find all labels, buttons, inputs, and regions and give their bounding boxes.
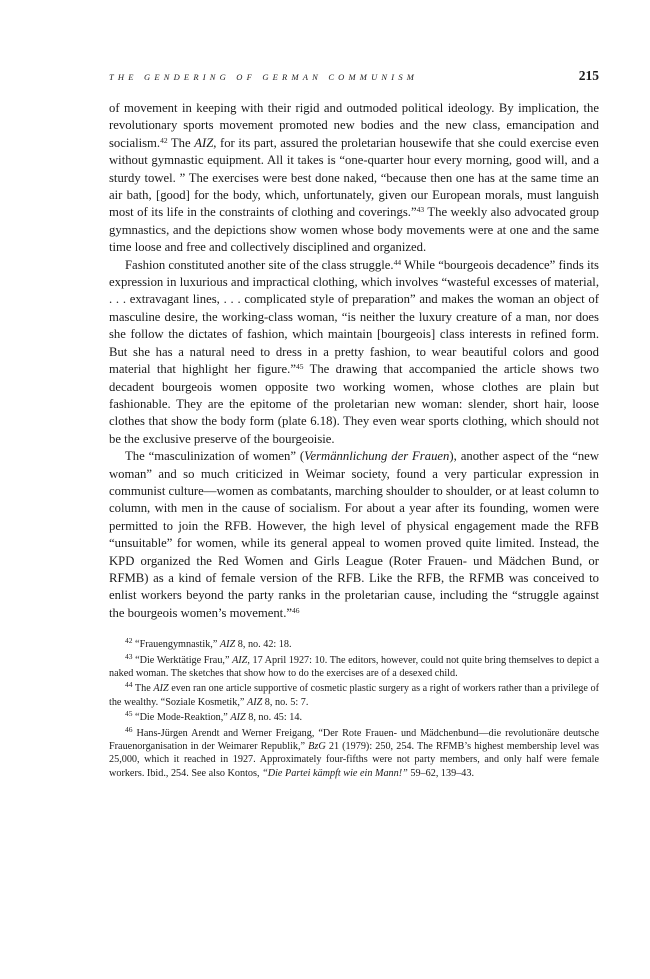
footnote-46: $^{46}$ Hans-Jürgen Arendt and Werner Freigang, “Der Rote Frauen- und Mädchenbund—die revolutionäre deutsche Frauenorganisation in der Weimarer Republik,” BzG 21 (1979): 250, 254. The RFMB’s highest membership level was 25,000, which it reached in 1927. Approximately four-fifths were not party members, and only half were female workers. Ibid., 254. See also Kontos, “Die Partei kämpft wie ein Mann!” 59–62, 139–43.	[109, 724, 599, 779]
paragraph-2: Fashion constituted another site of the class struggle.$^{44}$ While “bourgeois decadence” finds its expression in luxurious and impractical clothing, which involves “wasteful excesses of material, . . . extravagant lines, . . . complicated style of preparation” and makes the woman an object of masculine desire, the working-class woman, “is neither the luxury creature of a man, nor does she follow the dictates of fashion, which maintain [bourgeois] class interests in refined form. But she has a natural need to dress in a pretty fashion, to wear beautiful colors and good material that highlight her figure.”$^{45}$ The drawing that accompanied the article shows two decadent bourgeois women opposite two working women, whose clothes are plain but fashionable. They are the epitome of the proletarian new woman: slender, short hair, loose clothes that show the body form (plate 6.18). They even wear sports clothing, which should not be the exclusive preserve of the bourgeoisie.	[109, 257, 599, 446]
paragraph-3: The “masculinization of women” (Vermännlichung der Frauen), another aspect of the “new woman” and so much criticized in Weimar society, found a very particular expression in communist culture—women as combatants, marching shoulder to shoulder, or at least column to column, with men in the cause of socialism. For about a year after its founding, women were permitted to join the RFB. However, the high level of physical engagement made the RFB “unsuitable” for women, while its general appeal to women proved quite limited. Instead, the KPD organized the Red Women and Girls League (Roter Frauen- und Mädchen Bund, or RFMB) as a kind of female version of the RFB. Like the RFB, the RFMB was conceived to enlist workers beyond the party ranks in the proletarian cause, including the “struggle against the bourgeois women’s movement.”$^{46}$	[109, 449, 599, 620]
page-number: 215	[578, 68, 599, 83]
footnote-44: $^{44}$ The AIZ even ran one article supportive of cosmetic plastic surgery as a right of workers rather than a privilege of the wealthy. “Soziale Kosmetik,” AIZ 8, no. 5: 7.	[109, 680, 599, 708]
footnote-43: $^{43}$ “Die Werktätige Frau,” AIZ, 17 April 1927: 10. The editors, however, could not quite bring themselves to depict a naked woman. The sketches that show how to do the exercises are of a desexed child.	[109, 651, 599, 679]
footnote-ref-42: 42	[160, 135, 168, 145]
body-text	[109, 100, 599, 622]
footnote-ref-43: 43	[416, 205, 425, 215]
paragraph-1: of movement in keeping with their rigid and outmoded political ideology. By implication, the revolutionary sports movement promoted new bodies and the new class, emancipation and socialism.$^{42}$ The AIZ, for its part, assured the proletarian housewife that she could exercise even without gymnastic equipment. All it takes is “one-quarter hour every morning, good will, and a sturdy towel. ” The exercises were best done naked, “because then one has at the same time an air bath, [good] for the body, which, unfortunately, given our European morals, must languish most of its life in the constraints of clothing and coverings.”$^{43}$ The weekly also advocated group gymnastics, and the depictions show women whose body movements were at one and the same time loose and free and collectively disciplined and organized.	[109, 101, 599, 255]
footnote-ref-45: 45	[295, 362, 304, 372]
footnotes	[109, 638, 599, 780]
book-page	[109, 68, 599, 782]
footnote-ref-44: 44	[393, 257, 402, 267]
footnote-ref-46: 46	[292, 605, 300, 615]
footnote-42: $^{42}$ “Frauengymnastik,” AIZ 8, no. 42: 18.	[125, 636, 292, 651]
footnote-45: $^{45}$ “Die Mode-Reaktion,” AIZ 8, no. 45: 14.	[125, 709, 302, 724]
running-title: THE GENDERING OF GERMAN COMMUNISM	[109, 72, 419, 82]
running-head	[109, 68, 599, 90]
